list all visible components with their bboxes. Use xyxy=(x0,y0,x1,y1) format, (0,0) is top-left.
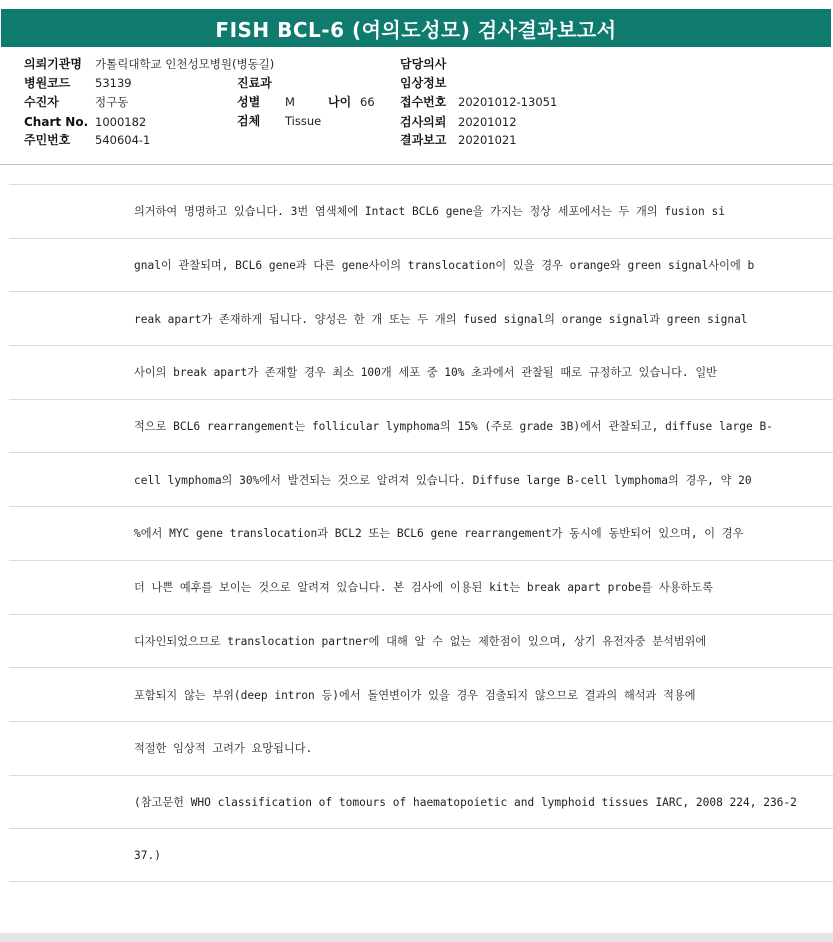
patient-info-panel xyxy=(0,47,833,165)
clinical-info-label: 임상정보 xyxy=(400,76,447,90)
age-value: 66 xyxy=(360,95,375,109)
report-line: (참고문헌 WHO classification of tomours of haematopoietic and lymphoid tissues IARC, 2008 224, 236-2 xyxy=(9,775,833,829)
chart-no-label: Chart No. xyxy=(24,115,89,129)
specimen-label: 검체 xyxy=(237,114,261,128)
chart-no-value: 1000182 xyxy=(95,115,147,129)
report-line: %에서 MYC gene translocation과 BCL2 또는 BCL6 gene rearrangement가 동시에 동반되어 있으며, 이 경우 xyxy=(9,506,833,560)
patient-label: 수진자 xyxy=(24,95,59,109)
report-line: 의거하여 명명하고 있습니다. 3번 염색체에 Intact BCL6 gene을 가지는 정상 세포에서는 두 개의 fusion si xyxy=(9,184,833,238)
resident-no-label: 주민번호 xyxy=(24,133,71,147)
hospital-code-label: 병원코드 xyxy=(24,76,71,90)
report-line: 포함되지 않는 부위(deep intron 등)에서 돌연변이가 있을 경우 검출되지 않으므로 결과의 해석과 적용에 xyxy=(9,667,833,721)
request-date-label: 검사의뢰 xyxy=(400,115,447,129)
request-date-value: 20201012 xyxy=(458,115,517,129)
institution-value: 가톨릭대학교 인천성모병원(병동길) xyxy=(95,57,275,71)
report-title: FISH BCL-6 (여의도성모) 검사결과보고서 xyxy=(215,17,617,42)
hospital-code-value: 53139 xyxy=(95,76,132,90)
receipt-no-value: 20201012-13051 xyxy=(458,95,558,109)
report-body xyxy=(9,184,833,882)
specimen-value: Tissue xyxy=(285,114,322,128)
sex-value: M xyxy=(285,95,295,109)
department-label: 진료과 xyxy=(237,76,272,90)
patient-value: 정구동 xyxy=(95,95,129,109)
bottom-scroll-bar[interactable] xyxy=(0,933,833,942)
report-line: reak apart가 존재하게 됩니다. 양성은 한 개 또는 두 개의 fused signal의 orange signal과 green signal xyxy=(9,291,833,345)
report-line: cell lymphoma의 30%에서 발견되는 것으로 알려져 있습니다. Diffuse large B-cell lymphoma의 경우, 약 20 xyxy=(9,452,833,506)
report-line: gnal이 관찰되며, BCL6 gene과 다른 gene사이의 translocation이 있을 경우 orange와 green signal사이에 b xyxy=(9,238,833,292)
sex-label: 성별 xyxy=(237,95,261,109)
report-date-label: 결과보고 xyxy=(400,133,447,147)
report-line: 37.) xyxy=(9,828,833,882)
report-line: 적절한 임상적 고려가 요망됩니다. xyxy=(9,721,833,775)
report-line: 더 나쁜 예후를 보이는 것으로 알려져 있습니다. 본 검사에 이용된 kit는 break apart probe를 사용하도록 xyxy=(9,560,833,614)
age-label: 나이 xyxy=(328,95,352,109)
report-line: 디자인되었으므로 translocation partner에 대해 알 수 없는 제한점이 있으며, 상기 유전자중 분석범위에 xyxy=(9,614,833,668)
report-line: 적으로 BCL6 rearrangement는 follicular lymphoma의 15% (주로 grade 3B)에서 관찰되고, diffuse large B- xyxy=(9,399,833,453)
receipt-no-label: 접수번호 xyxy=(400,95,447,109)
report-date-value: 20201021 xyxy=(458,133,517,147)
report-title-bar xyxy=(1,9,831,47)
report-line: 사이의 break apart가 존재할 경우 최소 100개 세포 중 10% 초과에서 관찰될 때로 규정하고 있습니다. 일반 xyxy=(9,345,833,399)
section-spacer xyxy=(0,165,833,185)
resident-no-value: 540604-1 xyxy=(95,133,151,147)
institution-label: 의뢰기관명 xyxy=(24,57,82,71)
physician-label: 담당의사 xyxy=(400,57,447,71)
